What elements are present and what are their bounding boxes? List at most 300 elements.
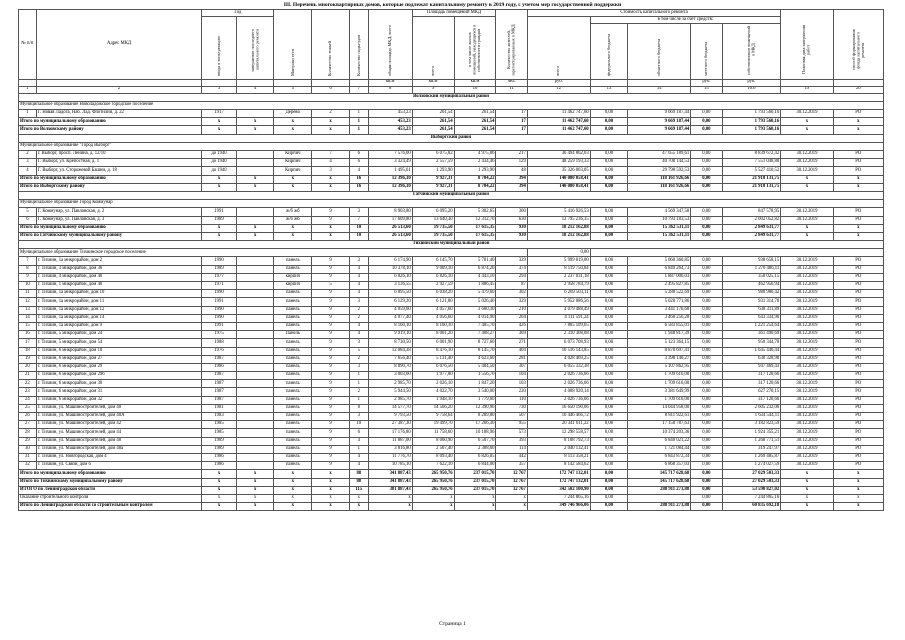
- table-cell: 1 293,90: [454, 167, 496, 175]
- address-cell: Г. Коммунар, ул. Павловская, д. 3: [36, 216, 201, 224]
- table-cell: 12 084,38: [368, 347, 412, 355]
- table-cell: 329: [496, 257, 527, 265]
- table-row: [19, 404, 884, 412]
- table-cell: 0,00: [691, 437, 722, 445]
- total-label: Итого по Волховскому району: [19, 126, 202, 134]
- table-cell: 27: [19, 421, 37, 429]
- table-cell: 11 462 747,60: [527, 110, 590, 118]
- table-cell: 930: [496, 232, 527, 240]
- table-cell: 13 640,30: [412, 216, 454, 224]
- table-cell: 1: [349, 118, 368, 126]
- table-cell: 0,00: [691, 208, 722, 216]
- table-row: [19, 322, 884, 330]
- table-cell: 1 293,90: [412, 167, 454, 175]
- table-cell: 0,00: [691, 216, 722, 224]
- table-cell: 2 605 232,06: [722, 404, 781, 412]
- table-cell: 0,00: [590, 478, 628, 486]
- table-cell: Кирпич: [274, 159, 312, 167]
- table-cell: 2 958 784,79: [527, 282, 590, 290]
- table-cell: 0,00: [691, 363, 722, 371]
- column-number: 4: [236, 86, 274, 93]
- table-cell: x: [312, 232, 350, 240]
- table-cell: 30.12.2019: [781, 462, 833, 470]
- table-cell: 29 798 592,53: [628, 167, 691, 175]
- table-cell: 1971: [202, 282, 237, 290]
- table-cell: 6 095,20: [412, 208, 454, 216]
- table-cell: 30.12.2019: [781, 331, 833, 339]
- table-cell: 35 326 003,05: [527, 167, 590, 175]
- table-cell: 2 557,59: [412, 159, 454, 167]
- table-cell: 2 927,59: [412, 282, 454, 290]
- table-cell: 20 341 611,22: [527, 421, 590, 429]
- table-cell: 7 622,10: [412, 462, 454, 470]
- table-cell: 13: [19, 306, 37, 314]
- table-cell: 9: [312, 462, 350, 470]
- table-cell: 453,23: [368, 110, 412, 118]
- header-total-area: общая площадь МКД, всего: [368, 10, 412, 80]
- column-number: 20: [833, 86, 883, 93]
- table-cell: 30.12.2019: [781, 396, 833, 404]
- address-cell: г. Тихвин, ул. Новгородская, дом 4: [36, 453, 201, 461]
- table-cell: [236, 290, 274, 298]
- table-cell: [236, 159, 274, 167]
- table-cell: x: [236, 494, 274, 502]
- header-year-last-repair: завершение последнего капитального ремонта: [236, 17, 274, 80]
- table-row: [19, 257, 884, 265]
- municipality-name: Муниципальное образование "Город Выборг": [19, 142, 884, 150]
- header-year-group: Год: [202, 10, 274, 17]
- table-cell: x: [274, 494, 312, 502]
- header-entrances: Количество подъездов: [349, 10, 368, 80]
- table-cell: 140 080 058,41: [527, 183, 590, 191]
- table-cell: 319 247,97: [722, 445, 781, 453]
- table-cell: x: [202, 486, 237, 494]
- address-cell: г. Тихвин, 1а микрорайон, дом 10: [36, 290, 201, 298]
- table-row: [19, 306, 884, 314]
- table-cell: 4: [312, 159, 350, 167]
- table-cell: 47 655 189,61: [628, 151, 691, 159]
- table-cell: x: [274, 183, 312, 191]
- table-cell: [236, 413, 274, 421]
- municipality-extra-value: 0,00: [527, 249, 590, 257]
- table-cell: [236, 347, 274, 355]
- table-cell: 0,00: [691, 339, 722, 347]
- table-cell: [236, 363, 274, 371]
- header-local-budget: местного бюджета: [691, 24, 722, 80]
- header-federal-budget: федерального бюджета: [590, 24, 628, 80]
- table-cell: x: [236, 486, 274, 494]
- address-cell: г. Тихвин, 6 микрорайон, дом 29б: [36, 372, 201, 380]
- table-cell: 11 462 747,60: [527, 126, 590, 134]
- table-cell: 1987: [202, 388, 237, 396]
- table-cell: 3: [19, 159, 37, 167]
- table-cell: 3 600,30: [454, 306, 496, 314]
- table-cell: 1987: [202, 355, 237, 363]
- table-cell: 6 826,10: [368, 273, 412, 281]
- address-cell: г. Тихвин, 1а микрорайон, дом 9: [36, 322, 201, 330]
- table-cell: 3: [349, 363, 368, 371]
- table-cell: x: [274, 224, 312, 232]
- table-cell: x: [202, 494, 237, 502]
- table-cell: 4: [349, 462, 368, 470]
- table-cell: 11 462 747,60: [527, 118, 590, 126]
- table-row: [19, 413, 884, 421]
- table-cell: 1 274 027,59: [722, 462, 781, 470]
- table-cell: 6 844,00: [454, 462, 496, 470]
- table-cell: x: [202, 478, 237, 486]
- table-cell: 0,00: [691, 503, 722, 511]
- table-cell: [236, 208, 274, 216]
- table-cell: 0,00: [691, 265, 722, 273]
- table-cell: 329: [496, 298, 527, 306]
- table-cell: 8 476,10: [412, 347, 454, 355]
- table-cell: 0,00: [691, 314, 722, 322]
- table-row: [19, 167, 884, 175]
- address-cell: г. Тихвин, 6 микрорайон, дом 30: [36, 380, 201, 388]
- district-section-row: [19, 134, 884, 142]
- table-cell: панель: [274, 298, 312, 306]
- table-cell: 19 499,70: [412, 421, 454, 429]
- table-cell: 30.12.2019: [781, 347, 833, 355]
- table-cell: 4 022,70: [412, 388, 454, 396]
- table-cell: панель: [274, 380, 312, 388]
- table-cell: 5 026,40: [454, 298, 496, 306]
- table-cell: 9 793,50: [368, 413, 412, 421]
- table-cell: 30.12.2019: [781, 388, 833, 396]
- table-cell: x: [274, 175, 312, 183]
- table-cell: 573: [496, 429, 527, 437]
- table-cell: 0,00: [590, 224, 628, 232]
- header-year-built: ввода в эксплуатацию: [202, 17, 237, 80]
- table-cell: 115: [349, 486, 368, 494]
- table-cell: 1: [349, 126, 368, 134]
- address-cell: г. Тихвин, ул. Машиностроителей, дом 48а: [36, 445, 201, 453]
- table-cell: 271: [496, 339, 527, 347]
- table-row: [19, 339, 884, 347]
- table-cell: Панель: [274, 331, 312, 339]
- table-cell: 6 269 503,11: [527, 290, 590, 298]
- table-cell: РО: [833, 347, 883, 355]
- table-cell: 9: [312, 421, 350, 429]
- table-cell: x: [202, 470, 237, 478]
- table-cell: 2: [19, 151, 37, 159]
- table-cell: 3: [349, 413, 368, 421]
- table-cell: 6 507,70: [454, 437, 496, 445]
- table-cell: 8 839 672,42: [722, 151, 781, 159]
- table-cell: 8 060,90: [412, 437, 454, 445]
- table-cell: x: [496, 503, 527, 511]
- table-cell: [236, 339, 274, 347]
- table-cell: 140 080 058,41: [527, 175, 590, 183]
- table-cell: 0,00: [691, 445, 722, 453]
- table-cell: 6 174,90: [368, 257, 412, 265]
- table-cell: 3 468 256,28: [628, 314, 691, 322]
- table-cell: 9: [312, 404, 350, 412]
- table-cell: 317 120,66: [722, 380, 781, 388]
- column-number: 19: [781, 86, 833, 93]
- total-row: [19, 224, 884, 232]
- table-cell: 17 176,80: [368, 429, 412, 437]
- table-row: [19, 110, 884, 118]
- table-cell: 30.12.2019: [781, 282, 833, 290]
- table-cell: 8 870 697,41: [628, 347, 691, 355]
- table-cell: 220: [496, 388, 527, 396]
- table-cell: 8 730,50: [368, 339, 412, 347]
- table-cell: 1986: [202, 363, 237, 371]
- table-cell: 627 270,15: [722, 388, 781, 396]
- table-cell: панель: [274, 314, 312, 322]
- table-cell: 2: [349, 314, 368, 322]
- table-cell: 0,00: [590, 437, 628, 445]
- table-cell: 6 075,82: [412, 151, 454, 159]
- table-cell: 48 259 193,33: [527, 159, 590, 167]
- table-cell: 18: [19, 347, 37, 355]
- table-cell: РО: [833, 322, 883, 330]
- table-cell: 9: [312, 314, 350, 322]
- table-cell: 9: [312, 273, 350, 281]
- table-cell: 630: [496, 216, 527, 224]
- table-cell: 1 793 560,16: [722, 118, 781, 126]
- table-cell: 14 566,20: [412, 404, 454, 412]
- address-cell: г. Тихвин, 5 микрорайон, дом 54: [36, 339, 201, 347]
- table-cell: x: [368, 494, 412, 502]
- header-cost-group: Стоимость капитального ремонта: [527, 10, 780, 17]
- table-cell: 17 609,80: [368, 216, 412, 224]
- table-cell: панель: [274, 265, 312, 273]
- table-cell: x: [236, 118, 274, 126]
- table-row: [19, 396, 884, 404]
- table-cell: x: [833, 486, 883, 494]
- table-cell: [236, 257, 274, 265]
- table-cell: 4 057,60: [412, 306, 454, 314]
- table-cell: 8 903,80: [368, 208, 412, 216]
- table-cell: 30.12.2019: [781, 421, 833, 429]
- table-cell: 6 874,20: [454, 265, 496, 273]
- table-cell: 2 434,46: [454, 159, 496, 167]
- table-cell: 9: [312, 331, 350, 339]
- column-number: 10: [454, 86, 496, 93]
- table-cell: 394: [496, 175, 527, 183]
- table-cell: 103: [496, 380, 527, 388]
- table-cell: РО: [833, 437, 883, 445]
- unit-total-area: кв.м: [368, 79, 412, 86]
- table-cell: 204: [496, 314, 527, 322]
- table-cell: x: [781, 503, 833, 511]
- header-row-1: [19, 10, 884, 17]
- table-cell: 1: [349, 396, 368, 404]
- table-cell: 30.12.2019: [781, 306, 833, 314]
- table-row: [19, 445, 884, 453]
- table-cell: РО: [833, 298, 883, 306]
- page-footer: Страница 1: [439, 621, 466, 627]
- table-cell: 5 107 862,95: [628, 363, 691, 371]
- table-cell: 172 747 132,01: [527, 470, 590, 478]
- table-cell: 0,00: [691, 404, 722, 412]
- table-cell: 2: [349, 355, 368, 363]
- table-cell: панель: [274, 453, 312, 461]
- table-cell: 1: [349, 372, 368, 380]
- table-cell: 2 985,70: [368, 380, 412, 388]
- table-cell: 5 527 410,52: [722, 167, 781, 175]
- table-cell: 6 895,50: [368, 290, 412, 298]
- table-cell: панель: [274, 437, 312, 445]
- table-cell: РО: [833, 208, 883, 216]
- table-cell: 265 950,76: [412, 470, 454, 478]
- table-cell: 1987: [202, 372, 237, 380]
- table-cell: 0,00: [691, 159, 722, 167]
- table-cell: 643 334,96: [722, 314, 781, 322]
- document-title: III. Перечень многоквартирных домов, которые подлежат капитальному ремонту в 2019 году, с учетом мер государственной поддержки: [283, 2, 622, 8]
- address-cell: г. Тихвин, 6 микрорайон, дом 27: [36, 355, 201, 363]
- table-cell: 145 717 628,68: [628, 478, 691, 486]
- table-cell: 381 887,43: [368, 486, 412, 494]
- table-cell: 0,00: [691, 183, 722, 191]
- table-cell: 0,00: [590, 363, 628, 371]
- table-cell: РО: [833, 429, 883, 437]
- total-label: Итого по Ленинградской области со строительным контролем: [19, 503, 202, 511]
- table-cell: 1 847,20: [454, 380, 496, 388]
- table-cell: 955: [496, 421, 527, 429]
- table-cell: 0,00: [590, 232, 628, 240]
- table-cell: 1986: [202, 462, 237, 470]
- table-cell: 6 840 021,22: [628, 437, 691, 445]
- table-cell: 3: [349, 208, 368, 216]
- table-cell: панель: [274, 355, 312, 363]
- address-cell: г. Тихвин, 6 микрорайон, дом 29: [36, 363, 201, 371]
- address-cell: г. Тихвин, 6 микрорайон, дом 32: [36, 396, 201, 404]
- table-cell: 10 378,10: [368, 265, 412, 273]
- table-cell: 426: [496, 322, 527, 330]
- table-cell: 9: [312, 298, 350, 306]
- table-cell: 27 029 503,33: [722, 478, 781, 486]
- table-cell: x: [274, 126, 312, 134]
- table-cell: 0,00: [691, 224, 722, 232]
- table-cell: 341 887,43: [368, 478, 412, 486]
- table-cell: 5 479,60: [454, 290, 496, 298]
- address-cell: Г. Выборг, ул. Сторожевой Башни, д. 18: [36, 167, 201, 175]
- column-number: 13: [590, 86, 628, 93]
- table-cell: 0,00: [691, 478, 722, 486]
- table-cell: x: [781, 470, 833, 478]
- table-cell: РО: [833, 265, 883, 273]
- table-cell: 19 735,50: [412, 232, 454, 240]
- table-cell: 4 028 469,25: [527, 355, 590, 363]
- table-cell: x: [833, 118, 883, 126]
- table-cell: 4 077,40: [368, 314, 412, 322]
- address-cell: г. Тихвин, ул. Машиностроителей, дом 42: [36, 421, 201, 429]
- table-cell: 6 121,80: [412, 298, 454, 306]
- table-cell: 7: [19, 257, 37, 265]
- table-cell: 104: [496, 372, 527, 380]
- municipality-row: [19, 101, 884, 109]
- district-name: Тихвинский муниципальный район: [19, 241, 884, 249]
- table-cell: 2 507,40: [412, 445, 454, 453]
- table-cell: 3 441 176,60: [628, 306, 691, 314]
- table-cell: x: [781, 126, 833, 134]
- column-number: 8: [368, 86, 412, 93]
- table-cell: 9: [312, 208, 350, 216]
- table-cell: 10: [349, 224, 368, 232]
- table-cell: 0,00: [691, 151, 722, 159]
- table-cell: 3 381 649,99: [628, 388, 691, 396]
- table-row: [19, 159, 884, 167]
- table-cell: РО: [833, 413, 883, 421]
- table-cell: 0,00: [590, 429, 628, 437]
- table-cell: 1 270 486,11: [722, 265, 781, 273]
- table-cell: 0,00: [590, 355, 628, 363]
- table-cell: 261,54: [454, 126, 496, 134]
- total-row: [19, 175, 884, 183]
- table-cell: 21 918 131,75: [722, 175, 781, 183]
- table-cell: x: [781, 232, 833, 240]
- table-cell: [236, 380, 274, 388]
- table-cell: 0,00: [691, 118, 722, 126]
- table-cell: 261,54: [412, 110, 454, 118]
- table-cell: 1985: [202, 429, 237, 437]
- table-cell: 26: [19, 413, 37, 421]
- address-cell: г. Тихвин, 4 микрорайон, дом 40: [36, 273, 201, 281]
- total-label: Итого по Выборгскому району: [19, 183, 202, 191]
- table-cell: 0,00: [691, 486, 722, 494]
- table-row: [19, 437, 884, 445]
- table-cell: 10 785,10: [368, 462, 412, 470]
- table-cell: 1976: [202, 347, 237, 355]
- table-cell: [236, 167, 274, 175]
- header-address: Адрес МКД: [36, 10, 201, 80]
- table-cell: 4 059,60: [368, 306, 412, 314]
- table-cell: 1987: [202, 396, 237, 404]
- table-cell: x: [781, 183, 833, 191]
- address-cell: г. Тихвин, ул. Машиностроителей, дом 40: [36, 404, 201, 412]
- table-cell: 4: [349, 322, 368, 330]
- table-cell: 307: [496, 363, 527, 371]
- table-cell: 2 026 736,66: [527, 372, 590, 380]
- table-cell: x: [236, 183, 274, 191]
- header-units-row: [19, 79, 884, 86]
- table-cell: 10 188,96: [454, 429, 496, 437]
- table-cell: x: [202, 126, 237, 134]
- table-cell: 2 026,10: [412, 380, 454, 388]
- table-row: [19, 265, 884, 273]
- table-cell: 930: [496, 224, 527, 232]
- table-cell: x: [312, 126, 350, 134]
- table-cell: 0,00: [590, 445, 628, 453]
- table-cell: 0,00: [691, 257, 722, 265]
- table-cell: 5 701,40: [454, 257, 496, 265]
- table-row: [19, 429, 884, 437]
- table-cell: 9: [312, 306, 350, 314]
- table-cell: 9 927,31: [412, 175, 454, 183]
- table-cell: x: [312, 183, 350, 191]
- table-cell: 30.12.2019: [781, 110, 833, 118]
- column-numbers-row: [19, 86, 884, 93]
- table-cell: 9 009,10: [412, 265, 454, 273]
- table-cell: РО: [833, 314, 883, 322]
- table-cell: 16: [349, 183, 368, 191]
- table-body: [19, 93, 884, 511]
- table-cell: 30.12.2019: [781, 322, 833, 330]
- table-cell: 10: [349, 421, 368, 429]
- table-cell: 8 160,10: [412, 322, 454, 330]
- table-cell: 9 669 187,44: [628, 118, 691, 126]
- table-cell: 0,00: [691, 306, 722, 314]
- table-row: [19, 372, 884, 380]
- table-cell: 30.12.2019: [781, 413, 833, 421]
- table-cell: 9: [312, 322, 350, 330]
- table-cell: x: [368, 503, 412, 511]
- table-cell: 9: [312, 257, 350, 265]
- table-cell: 10 446 466,72: [527, 413, 590, 421]
